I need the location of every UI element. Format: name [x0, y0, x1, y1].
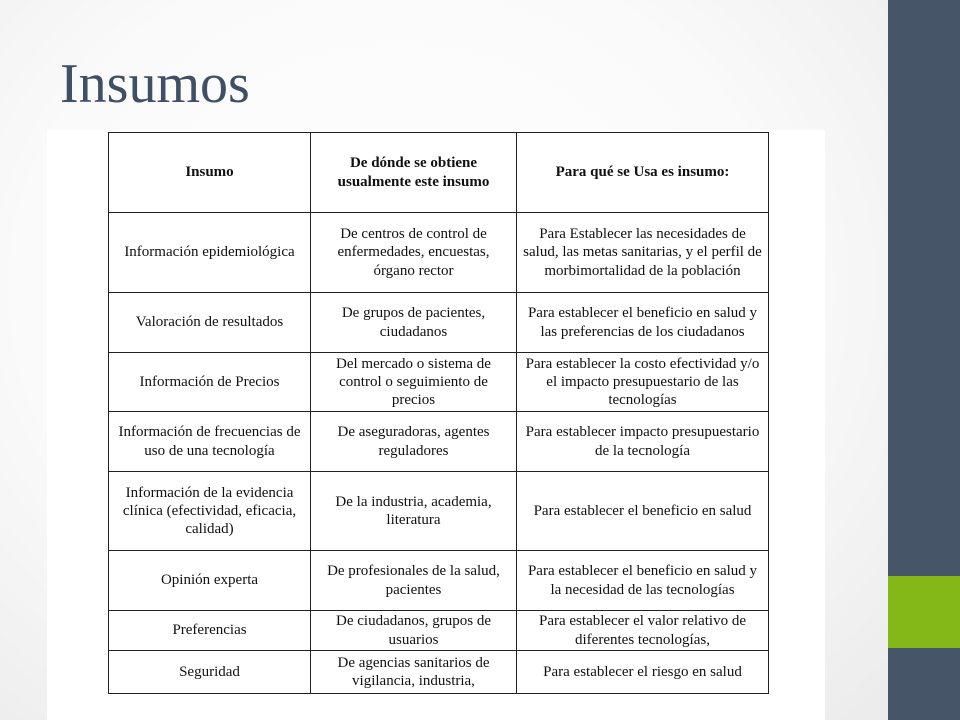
table-row: [109, 353, 769, 412]
table-row: [109, 412, 769, 472]
cell-origen: De centros de control de enfermedades, encuestas, órgano rector: [311, 213, 517, 293]
decorative-bar-dark: [888, 0, 960, 576]
cell-origen: De aseguradoras, agentes reguladores: [311, 412, 517, 472]
table-row: [109, 472, 769, 551]
cell-insumo: Preferencias: [109, 611, 311, 651]
cell-origen: De agencias sanitarios de vigilancia, industria,: [311, 651, 517, 694]
cell-uso: Para establecer el beneficio en salud y la necesidad de las tecnologías: [517, 551, 769, 611]
cell-uso: Para establecer el beneficio en salud: [517, 472, 769, 551]
cell-origen: De grupos de pacientes, ciudadanos: [311, 293, 517, 353]
table-row: [109, 551, 769, 611]
table-row: [109, 293, 769, 353]
decorative-bar-dark-bottom: [888, 648, 960, 720]
cell-origen: De la industria, academia, literatura: [311, 472, 517, 551]
cell-uso: Para establecer impacto presupuestario de la tecnología: [517, 412, 769, 472]
cell-origen: Del mercado o sistema de control o seguimiento de precios: [311, 353, 517, 412]
header-insumo: Insumo: [109, 133, 311, 213]
header-uso: Para qué se Usa es insumo:: [517, 133, 769, 213]
table-row: [109, 213, 769, 293]
cell-uso: Para establecer el riesgo en salud: [517, 651, 769, 694]
cell-uso: Para Establecer las necesidades de salud, las metas sanitarias, y el perfil de morbimortalidad de la población: [517, 213, 769, 293]
cell-uso: Para establecer el valor relativo de diferentes tecnologías,: [517, 611, 769, 651]
table-header-row: [109, 133, 769, 213]
cell-uso: Para establecer la costo efectividad y/o el impacto presupuestario de las tecnologías: [517, 353, 769, 412]
cell-uso: Para establecer el beneficio en salud y las preferencias de los ciudadanos: [517, 293, 769, 353]
table-row: [109, 611, 769, 651]
slide-title: Insumos: [60, 53, 250, 115]
decorative-bar-green: [888, 576, 960, 648]
cell-origen: De ciudadanos, grupos de usuarios: [311, 611, 517, 651]
header-origen: De dónde se obtiene usualmente este insumo: [311, 133, 517, 213]
cell-insumo: Información de frecuencias de uso de una tecnología: [109, 412, 311, 472]
cell-insumo: Información de Precios: [109, 353, 311, 412]
cell-insumo: Opinión experta: [109, 551, 311, 611]
cell-insumo: Información de la evidencia clínica (efectividad, eficacia, calidad): [109, 472, 311, 551]
cell-insumo: Valoración de resultados: [109, 293, 311, 353]
insumos-table: [108, 132, 769, 694]
cell-insumo: Seguridad: [109, 651, 311, 694]
cell-insumo: Información epidemiológica: [109, 213, 311, 293]
cell-origen: De profesionales de la salud, pacientes: [311, 551, 517, 611]
table-row: [109, 651, 769, 694]
